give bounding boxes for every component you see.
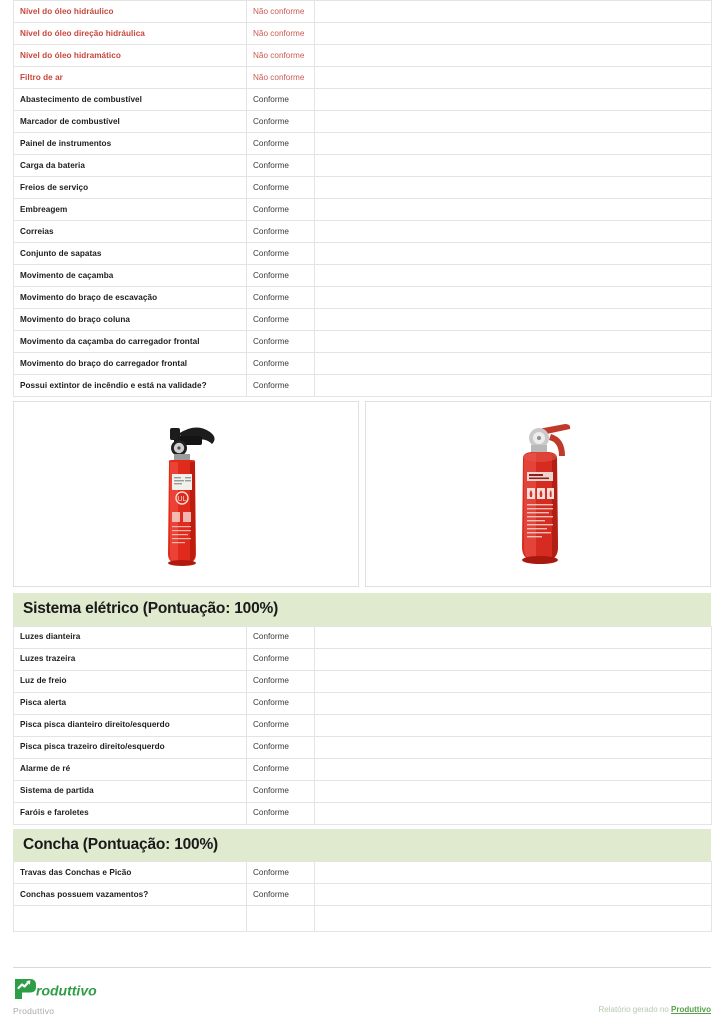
checklist-item-status: Conforme — [247, 177, 315, 199]
table-row — [14, 133, 712, 155]
footer-brand-name: Produttivo — [13, 1006, 55, 1016]
photo-cell-2[interactable] — [365, 401, 711, 587]
table-row — [14, 736, 712, 758]
checklist-item-notes — [315, 884, 712, 906]
checklist-item-status: Conforme — [247, 692, 315, 714]
checklist-item-label: Faróis e faroletes — [14, 802, 247, 824]
checklist-item-notes — [315, 133, 712, 155]
checklist-item-status: Conforme — [247, 199, 315, 221]
table-row — [14, 265, 712, 287]
table-row — [14, 780, 712, 802]
table-row — [14, 221, 712, 243]
table-row — [14, 1, 712, 23]
checklist-item-status: Conforme — [247, 155, 315, 177]
table-row — [14, 648, 712, 670]
checklist-item-label: Movimento do braço coluna — [14, 309, 247, 331]
checklist-item-status: Conforme — [247, 243, 315, 265]
fire-extinguisher-icon-1 — [126, 412, 246, 577]
photo-attachments — [13, 397, 711, 589]
footer-produttivo-link[interactable]: Produttivo — [671, 1005, 711, 1014]
checklist-item-notes — [315, 758, 712, 780]
checklist-item-label: Luz de freio — [14, 670, 247, 692]
checklist-item-status: Conforme — [247, 353, 315, 375]
checklist-item-notes — [315, 862, 712, 884]
spacer-cell — [315, 906, 712, 932]
table-row — [14, 243, 712, 265]
checklist-item-label: Nível do óleo direção hidráulica — [14, 23, 247, 45]
produttivo-logo-icon — [13, 978, 105, 1000]
spacer-cell — [14, 906, 247, 932]
table-row — [14, 67, 712, 89]
checklist-item-label: Luzes dianteira — [14, 626, 247, 648]
checklist-item-label: Abastecimento de combustível — [14, 89, 247, 111]
checklist-item-label: Conjunto de sapatas — [14, 243, 247, 265]
checklist-item-status: Conforme — [247, 265, 315, 287]
checklist-item-notes — [315, 243, 712, 265]
section-title-concha: Concha (Pontuação: 100%) — [23, 835, 219, 853]
checklist-item-notes — [315, 287, 712, 309]
checklist-item-status: Conforme — [247, 648, 315, 670]
checklist-item-status: Conforme — [247, 287, 315, 309]
checklist-item-label: Nível do óleo hidramático — [14, 45, 247, 67]
checklist-item-notes — [315, 309, 712, 331]
checklist-item-status: Conforme — [247, 111, 315, 133]
electrical-checklist-body — [14, 626, 712, 824]
checklist-item-status: Conforme — [247, 309, 315, 331]
concha-checklist-table — [13, 861, 712, 932]
checklist-item-notes — [315, 45, 712, 67]
checklist-item-status: Conforme — [247, 714, 315, 736]
table-row — [14, 714, 712, 736]
table-row — [14, 45, 712, 67]
section-header-concha — [13, 829, 711, 862]
checklist-item-label: Luzes trazeira — [14, 648, 247, 670]
mechanical-checklist-table — [13, 0, 712, 397]
svg-text:UL: UL — [177, 495, 187, 503]
table-row — [14, 23, 712, 45]
section-header-electrical — [13, 593, 711, 626]
checklist-item-notes — [315, 221, 712, 243]
checklist-item-notes — [315, 670, 712, 692]
section-title-electrical: Sistema elétrico (Pontuação: 100%) — [23, 600, 279, 617]
checklist-item-label: Sistema de partida — [14, 780, 247, 802]
mechanical-checklist-body — [14, 1, 712, 397]
footer-generated-prefix: Relatório gerado no — [598, 1005, 671, 1014]
checklist-item-status: Conforme — [247, 626, 315, 648]
checklist-item-notes — [315, 626, 712, 648]
checklist-item-label: Freios de serviço — [14, 177, 247, 199]
checklist-item-status: Conforme — [247, 375, 315, 397]
produttivo-logo-wordmark: roduttivo — [36, 982, 97, 999]
spacer-cell — [247, 906, 315, 932]
checklist-item-status: Conforme — [247, 736, 315, 758]
checklist-item-label: Alarme de ré — [14, 758, 247, 780]
table-row-spacer — [14, 906, 712, 932]
checklist-item-status: Conforme — [247, 802, 315, 824]
photo-cell-1[interactable] — [13, 401, 359, 587]
table-row — [14, 353, 712, 375]
checklist-item-label: Marcador de combustível — [14, 111, 247, 133]
fire-extinguisher-icon-2 — [473, 412, 603, 577]
checklist-item-notes — [315, 23, 712, 45]
table-row — [14, 287, 712, 309]
checklist-item-label: Possui extintor de incêndio e está na validade? — [14, 375, 247, 397]
table-row — [14, 802, 712, 824]
checklist-item-notes — [315, 111, 712, 133]
checklist-item-notes — [315, 155, 712, 177]
checklist-item-notes — [315, 67, 712, 89]
checklist-item-notes — [315, 353, 712, 375]
checklist-item-status: Conforme — [247, 133, 315, 155]
checklist-item-notes — [315, 89, 712, 111]
checklist-item-label: Filtro de ar — [14, 67, 247, 89]
checklist-item-label: Painel de instrumentos — [14, 133, 247, 155]
checklist-item-label: Movimento de caçamba — [14, 265, 247, 287]
checklist-item-label: Pisca pisca dianteiro direito/esquerdo — [14, 714, 247, 736]
checklist-item-notes — [315, 736, 712, 758]
checklist-item-label: Movimento do braço de escavação — [14, 287, 247, 309]
checklist-item-label: Movimento do braço do carregador frontal — [14, 353, 247, 375]
table-row — [14, 692, 712, 714]
table-row — [14, 155, 712, 177]
electrical-checklist-table — [13, 626, 712, 825]
checklist-item-notes — [315, 177, 712, 199]
table-row — [14, 626, 712, 648]
checklist-item-label: Correias — [14, 221, 247, 243]
page-footer — [13, 967, 711, 1024]
checklist-item-label: Pisca alerta — [14, 692, 247, 714]
table-row — [14, 309, 712, 331]
checklist-item-status: Conforme — [247, 862, 315, 884]
table-row — [14, 331, 712, 353]
table-row — [14, 670, 712, 692]
checklist-item-status: Não conforme — [247, 67, 315, 89]
checklist-item-status: Conforme — [247, 884, 315, 906]
checklist-item-notes — [315, 714, 712, 736]
table-row — [14, 111, 712, 133]
table-row — [14, 758, 712, 780]
checklist-item-notes — [315, 802, 712, 824]
concha-checklist-body — [14, 862, 712, 932]
checklist-item-label: Nível do óleo hidráulico — [14, 1, 247, 23]
footer-generated-note — [599, 1005, 712, 1016]
checklist-item-notes — [315, 375, 712, 397]
table-row — [14, 884, 712, 906]
checklist-item-status: Conforme — [247, 89, 315, 111]
table-row — [14, 862, 712, 884]
checklist-item-notes — [315, 265, 712, 287]
produttivo-logo — [13, 978, 105, 1000]
checklist-item-notes — [315, 692, 712, 714]
table-row — [14, 89, 712, 111]
checklist-item-label: Conchas possuem vazamentos? — [14, 884, 247, 906]
checklist-item-status: Conforme — [247, 780, 315, 802]
table-row — [14, 177, 712, 199]
checklist-item-label: Pisca pisca trazeiro direito/esquerdo — [14, 736, 247, 758]
checklist-item-notes — [315, 780, 712, 802]
checklist-item-notes — [315, 331, 712, 353]
checklist-item-status: Não conforme — [247, 45, 315, 67]
checklist-item-notes — [315, 1, 712, 23]
checklist-item-notes — [315, 648, 712, 670]
table-row — [14, 199, 712, 221]
checklist-item-notes — [315, 199, 712, 221]
checklist-item-label: Embreagem — [14, 199, 247, 221]
checklist-item-status: Não conforme — [247, 23, 315, 45]
checklist-item-status: Não conforme — [247, 1, 315, 23]
table-row — [14, 375, 712, 397]
checklist-item-label: Movimento da caçamba do carregador frontal — [14, 331, 247, 353]
checklist-item-label: Travas das Conchas e Picão — [14, 862, 247, 884]
checklist-item-status: Conforme — [247, 758, 315, 780]
checklist-item-status: Conforme — [247, 221, 315, 243]
checklist-item-label: Carga da bateria — [14, 155, 247, 177]
footer-brand-block — [13, 978, 105, 1016]
checklist-item-status: Conforme — [247, 331, 315, 353]
checklist-item-status: Conforme — [247, 670, 315, 692]
